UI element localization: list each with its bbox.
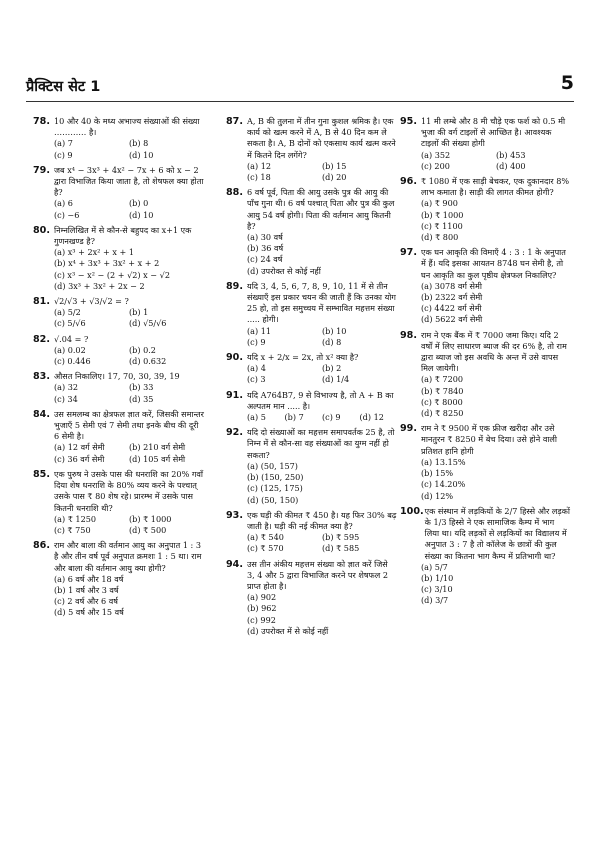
- answer-option: (b) 1 वर्ष और 3 वर्ष: [54, 584, 119, 595]
- question-text: जब x⁴ − 3x³ + 4x² − 7x + 6 को x − 2 द्वारा विभाजित किया जाता है, तो शेषफल क्या होता है?: [54, 164, 204, 198]
- question-stem: [226, 281, 397, 326]
- answer-option: (c) 5/√6: [54, 318, 86, 329]
- answer-option: (a) 12: [247, 160, 272, 171]
- answer-option: (a) 0.02: [54, 344, 86, 355]
- answer-option: (c) 3: [247, 374, 266, 385]
- answer-option: (b) x⁴ + 3x³ + 3x² + x + 2: [54, 258, 160, 269]
- page-number: 5: [560, 72, 574, 94]
- answer-option: (d) 5622 वर्ग सेमी: [421, 314, 483, 325]
- answer-options: [421, 562, 571, 607]
- question-stem: [400, 423, 571, 457]
- question-82: [33, 334, 204, 368]
- practice-set-title: प्रैक्टिस सेट 1: [26, 79, 101, 95]
- question-text: उस तीन अंकीय महत्तम संख्या को ज्ञात करें जिसे 3, 4 और 5 द्वारा विभाजित करने पर शेषफल 2 प्राप्त होता है।: [247, 558, 389, 591]
- question-number: 81.: [33, 296, 50, 308]
- answer-option: (b) 962: [247, 603, 277, 614]
- answer-option: (d) ₹ 500: [129, 524, 167, 535]
- answer-option: (d) उपरोक्त से कोई नहीं: [247, 265, 321, 276]
- answer-option: (a) 3078 वर्ग सेमी: [421, 280, 482, 291]
- answer-option: (a) 5/2: [54, 307, 81, 318]
- question-stem: [400, 116, 571, 150]
- answer-option: (c) 2 वर्ष और 6 वर्ष: [54, 596, 118, 607]
- question-stem: [33, 371, 204, 382]
- answer-option: (c) −6: [54, 209, 80, 220]
- answer-option: (d) 10: [129, 209, 154, 220]
- question-98: [400, 330, 571, 420]
- question-100: [400, 506, 571, 607]
- answer-option: (d) 105 वर्ग सेमी: [129, 453, 186, 464]
- answer-option: (a) 32: [54, 382, 79, 393]
- answer-option: (d) 12%: [421, 490, 454, 501]
- question-stem: [33, 165, 204, 199]
- answer-option: (b) (150, 250): [247, 472, 304, 483]
- answer-option: (d) ₹ 800: [421, 232, 459, 243]
- question-number: 92.: [226, 427, 243, 439]
- answer-options: [421, 150, 571, 172]
- answer-option: (c) 4422 वर्ग सेमी: [421, 303, 482, 314]
- question-stem: [226, 559, 397, 593]
- answer-option: (c) 34: [54, 393, 78, 404]
- question-stem: [226, 390, 397, 412]
- answer-option: (b) 210 वर्ग सेमी: [129, 442, 186, 453]
- question-stem: [226, 352, 397, 363]
- question-number: 82.: [33, 333, 50, 345]
- answer-options: [247, 412, 397, 423]
- question-number: 93.: [226, 509, 243, 521]
- answer-option: (a) ₹ 7200: [421, 374, 464, 385]
- answer-option: (c) 14.20%: [421, 479, 466, 490]
- answer-option: (b) 7: [284, 412, 304, 423]
- question-number: 91.: [226, 389, 243, 401]
- answer-option: (b) 0.2: [129, 344, 156, 355]
- answer-option: (b) 2: [322, 363, 342, 374]
- answer-option: (a) ₹ 540: [247, 532, 284, 543]
- question-text: 6 वर्ष पूर्व, पिता की आयु उसके पुत्र की आयु की पाँच गुना थी। 6 वर्ष पश्चात् पिता और पुत्र की कुल आयु 54 वर्ष होगी। पिता की वर्तमान आयु कितनी है?: [247, 187, 395, 231]
- question-text: औसत निकालिए। 17, 70, 30, 39, 19: [54, 371, 180, 382]
- column-middle: [226, 116, 397, 641]
- question-stem: [33, 225, 204, 247]
- question-number: 79.: [33, 164, 50, 176]
- answer-option: (b) ₹ 7840: [421, 385, 464, 396]
- answer-options: [54, 382, 204, 404]
- question-number: 97.: [400, 247, 417, 259]
- answer-option: (b) 1: [129, 307, 149, 318]
- question-85: [33, 469, 204, 536]
- answer-options: [421, 281, 571, 326]
- answer-options: [54, 514, 204, 536]
- answer-option: (b) ₹ 595: [322, 532, 360, 543]
- answer-option: (d) 20: [322, 172, 347, 183]
- question-number: 85.: [33, 468, 50, 480]
- question-87: [226, 116, 397, 183]
- question-number: 90.: [226, 352, 243, 364]
- question-number: 99.: [400, 423, 417, 435]
- answer-option: (d) 3/7: [421, 595, 449, 606]
- answer-option: (c) 992: [247, 614, 276, 625]
- answer-options: [54, 345, 204, 367]
- question-stem: [33, 540, 204, 574]
- answer-option: (d) 10: [129, 149, 154, 160]
- answer-option: (a) 11: [247, 325, 272, 336]
- header-divider: [26, 101, 574, 102]
- answer-option: (a) ₹ 1250: [54, 513, 97, 524]
- question-text: एक पुरुष ने उसके पास की धनराशि का 20% गवाँ दिया शेष धनराशि के 80% व्यय करने के पश्चात् उसके पास ₹ 80 शेष रहे। प्रारम्भ में उसके पास कितनी धनराशि थी?: [54, 468, 203, 513]
- question-stem: [226, 187, 397, 232]
- question-text: राम ने एक बैंक में ₹ 7000 जमा किए। यदि 2 वर्षों में लिए साधारण ब्याज की दर 6% है, तो राम द्वारा ब्याज जो इस अवधि के अन्त में उसे वापस मिल जायेगी।: [421, 329, 567, 374]
- question-number: 100.: [400, 505, 424, 517]
- answer-option: (b) 10: [322, 325, 347, 336]
- question-90: [226, 352, 397, 386]
- question-stem: [33, 116, 204, 138]
- answer-option: (c) 0.446: [54, 356, 91, 367]
- question-text: √2/√3 + √3/√2 = ?: [54, 296, 129, 307]
- answer-option: (b) 15: [322, 160, 347, 171]
- answer-option: (d) उपरोक्त में से कोई नहीं: [247, 625, 329, 636]
- answer-option: (a) 13.15%: [421, 456, 466, 467]
- answer-options: [54, 442, 204, 464]
- answer-options: [247, 161, 397, 183]
- question-number: 88.: [226, 187, 243, 199]
- answer-option: (a) 7: [54, 138, 73, 149]
- answer-option: (d) 3x³ + 3x² + 2x − 2: [54, 280, 145, 291]
- answer-option: (c) ₹ 750: [54, 524, 91, 535]
- answer-option: (d) 12: [359, 412, 384, 423]
- question-number: 84.: [33, 408, 50, 420]
- answer-options: [54, 138, 204, 160]
- question-text: ₹ 1080 में एक साड़ी बेचकर, एक दुकानदार 8% लाभ कमाता है। साड़ी की लागत कीमत होगी?: [421, 176, 570, 198]
- question-text: राम और बाला की वर्तमान आयु का अनुपात 1 : 3 है और तीन वर्ष पूर्व अनुपात क्रमशः 1 : 5 था। राम और बाला की वर्तमान आयु क्या होगी?: [54, 540, 202, 573]
- question-text: एक घन आकृति की विमाएँ 4 : 3 : 1 के अनुपात में हैं। यदि इसका आयतन 8748 घन सेमी है, तो घन आकृति का कुल पृष्ठीय क्षेत्रफल निकालिए?: [421, 247, 566, 280]
- answer-option: (c) 9: [247, 336, 266, 347]
- answer-option: (a) 12 वर्ग सेमी: [54, 442, 105, 453]
- answer-option: (a) 352: [421, 149, 451, 160]
- question-number: 98.: [400, 329, 417, 341]
- answer-options: [247, 592, 397, 637]
- answer-option: (b) 8: [129, 138, 149, 149]
- question-number: 94.: [226, 558, 243, 570]
- question-number: 80.: [33, 224, 50, 236]
- answer-options: [54, 247, 204, 292]
- answer-option: (c) 200: [421, 160, 450, 171]
- answer-option: (a) (50, 157): [247, 460, 298, 471]
- question-number: 83.: [33, 371, 50, 383]
- question-94: [226, 559, 397, 637]
- answer-options: [247, 232, 397, 277]
- answer-option: (a) x³ + 2x² + x + 1: [54, 247, 134, 258]
- answer-option: (c) 36 वर्ग सेमी: [54, 453, 105, 464]
- question-96: [400, 176, 571, 243]
- answer-option: (b) 1/10: [421, 572, 454, 583]
- answer-option: (d) ₹ 8250: [421, 408, 464, 419]
- column-left: [33, 116, 204, 623]
- answer-options: [247, 532, 397, 554]
- answer-option: (c) ₹ 8000: [421, 396, 463, 407]
- question-text: यदि x + 2/x = 2x, तो x² क्या है?: [247, 352, 359, 363]
- question-89: [226, 281, 397, 348]
- answer-option: (b) 0: [129, 198, 149, 209]
- answer-option: (d) √5/√6: [129, 318, 167, 329]
- question-text: यदि दो संख्याओं का महत्तम समापवर्तक 25 है, तो निम्न में से कौन-सा वह संख्याओं का युग्म नहीं हो सकता?: [247, 427, 395, 460]
- question-number: 86.: [33, 540, 50, 552]
- answer-option: (a) 5: [247, 412, 266, 423]
- question-number: 96.: [400, 176, 417, 188]
- question-stem: [226, 427, 397, 461]
- answer-options: [247, 326, 397, 348]
- answer-options: [421, 457, 571, 502]
- question-stem: [226, 116, 397, 161]
- answer-option: (d) 35: [129, 393, 154, 404]
- question-text: 10 और 40 के मध्य अभाज्य संख्याओं की संख्या ………… है।: [54, 116, 200, 138]
- answer-option: (a) 5/7: [421, 561, 448, 572]
- answer-option: (d) 8: [322, 336, 342, 347]
- answer-option: (b) 33: [129, 382, 154, 393]
- question-83: [33, 371, 204, 405]
- question-text: A, B की तुलना में तीन गुना कुशल श्रमिक है। एक कार्य को खत्म करने में A, B से 40 दिन कम ले सकता है। A, B दोनों को एकसाथ कार्य खत्म करने में कितने दिन लगेंगे?: [247, 116, 396, 160]
- question-text: राम ने ₹ 9500 में एक फ्रीज खरीदा और उसे मानतुरन ₹ 8250 में बेच दिया। उसे होने वाली प्रतिशत हानि होगी: [421, 423, 558, 456]
- question-95: [400, 116, 571, 172]
- answer-option: (c) 24 वर्ष: [247, 254, 283, 265]
- page-header: [26, 72, 574, 100]
- answer-option: (d) (50, 150): [247, 494, 299, 505]
- question-stem: [33, 334, 204, 345]
- question-93: [226, 510, 397, 555]
- answer-option: (a) ₹ 900: [421, 198, 458, 209]
- question-stem: [400, 330, 571, 375]
- answer-option: (d) 0.632: [129, 356, 167, 367]
- answer-option: (a) 30 वर्ष: [247, 232, 283, 243]
- answer-option: (d) 400: [496, 160, 526, 171]
- answer-options: [54, 307, 204, 329]
- question-stem: [226, 510, 397, 532]
- question-97: [400, 247, 571, 325]
- answer-option: (d) 1/4: [322, 374, 350, 385]
- question-78: [33, 116, 204, 161]
- question-86: [33, 540, 204, 618]
- question-text: 11 मी लम्बे और 8 मी चौड़े एक फर्श को 0.5 मी भुजा की वर्ग टाइलों से आच्छित है। आवश्यक टाइलों की संख्या होगी: [421, 116, 566, 149]
- answer-option: (a) 902: [247, 592, 277, 603]
- answer-option: (b) 2322 वर्ग सेमी: [421, 292, 483, 303]
- answer-option: (d) ₹ 585: [322, 543, 360, 554]
- question-number: 78.: [33, 116, 50, 127]
- answer-options: [421, 198, 571, 243]
- answer-option: (b) ₹ 1000: [421, 209, 464, 220]
- column-right: [400, 116, 571, 611]
- answer-option: (c) ₹ 570: [247, 543, 284, 554]
- answer-option: (a) 6: [54, 198, 73, 209]
- question-stem: [400, 176, 571, 198]
- answer-option: (b) ₹ 1000: [129, 513, 172, 524]
- answer-options: [247, 363, 397, 385]
- answer-option: (c) 18: [247, 172, 271, 183]
- answer-option: (a) 4: [247, 363, 266, 374]
- question-88: [226, 187, 397, 277]
- question-stem: [33, 409, 204, 443]
- question-text: एक घड़ी की कीमत ₹ 450 है। यह फिर 30% बढ़ जाती है। घड़ी की नई कीमत क्या है?: [247, 509, 397, 531]
- question-text: निम्नलिखित में से कौन-से बहुपद का x+1 एक गुणनखण्ड है?: [54, 224, 192, 247]
- question-text: उस समलम्ब का क्षेत्रफल ज्ञात करें, जिसकी समान्तर भुजाएँ 5 सेमी एवं 7 सेमी तथा इनके बीच की दूरी 6 सेमी है।: [54, 408, 204, 442]
- answer-option: (d) 5 वर्ष और 15 वर्ष: [54, 607, 124, 618]
- question-81: [33, 296, 204, 330]
- answer-options: [54, 198, 204, 220]
- answer-option: (b) 15%: [421, 468, 454, 479]
- answer-option: (c) (125, 175): [247, 483, 303, 494]
- answer-option: (c) ₹ 1100: [421, 220, 463, 231]
- answer-options: [247, 461, 397, 506]
- question-text: यदि A764B7, 9 से विभाज्य है, तो A + B का अल्पतम मान ..... है।: [247, 389, 394, 411]
- question-80: [33, 225, 204, 292]
- question-stem: [400, 506, 571, 562]
- answer-options: [54, 574, 204, 619]
- answer-option: (c) 9: [54, 149, 73, 160]
- question-number: 87.: [226, 116, 243, 127]
- answer-option: (b) 453: [496, 149, 526, 160]
- answer-options: [421, 374, 571, 419]
- question-99: [400, 423, 571, 501]
- question-84: [33, 409, 204, 465]
- answer-option: (c) x³ − x² − (2 + √2) x − √2: [54, 269, 170, 280]
- answer-option: (c) 3/10: [421, 584, 453, 595]
- question-number: 95.: [400, 116, 417, 127]
- question-text: यदि 3, 4, 5, 6, 7, 8, 9, 10, 11 में से तीन संख्याएँ इस प्रकार चयन की जाती हैं कि उनका योग 25 हो, तो इस समुच्चय में सम्भावित महत्तम संख्या ..... होगी।: [247, 280, 396, 325]
- answer-option: (c) 9: [322, 412, 341, 423]
- question-91: [226, 390, 397, 424]
- question-number: 89.: [226, 280, 243, 292]
- question-stem: [33, 469, 204, 514]
- question-stem: [33, 296, 204, 307]
- question-stem: [400, 247, 571, 281]
- answer-option: (a) 6 वर्ष और 18 वर्ष: [54, 573, 124, 584]
- answer-option: (b) 36 वर्ष: [247, 243, 284, 254]
- question-text: एक संस्थान में लड़कियों के 2/7 हिस्से और लड़कों के 1/3 हिस्से ने एक सामाजिक कैम्प में भाग लिया था। यदि लड़कों से लड़कियों का विद्यालय में अनुपात 3 : 7 है तो कॉलेज के छात्रों की कुल संख्या का कितना भाग कैम्प में प्रतिभागी था?: [424, 505, 570, 561]
- question-92: [226, 427, 397, 505]
- question-79: [33, 165, 204, 221]
- question-text: √.04 = ?: [54, 333, 89, 344]
